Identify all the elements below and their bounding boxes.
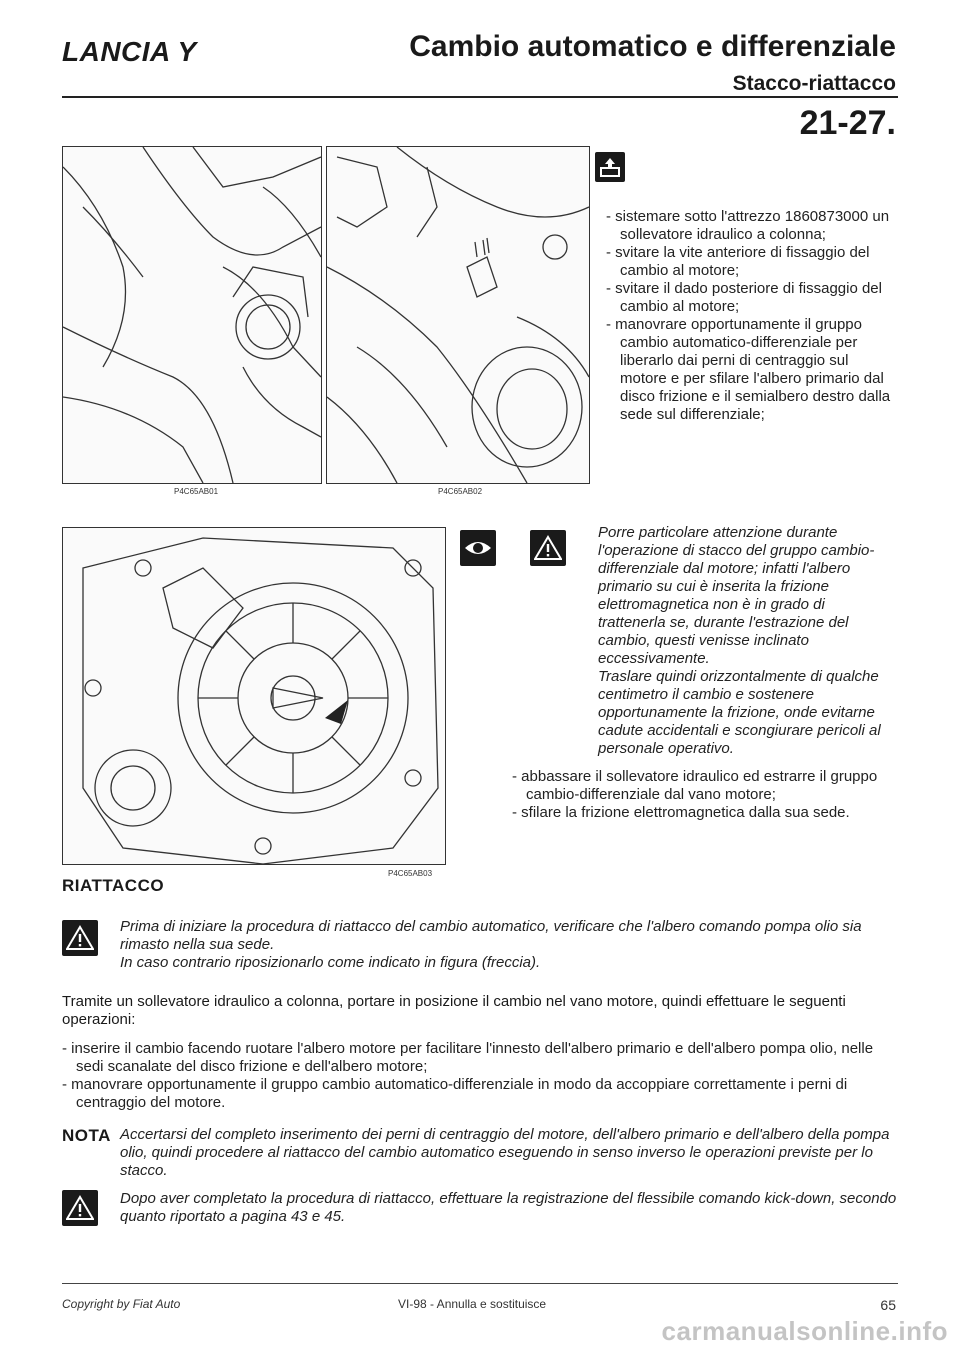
list-item: - manovrare opportunamente il gruppo cambio automatico-differenziale in modo da accoppiare correttamente i perni di centraggio del motore.	[62, 1076, 898, 1112]
figure-1	[62, 146, 322, 484]
warning-note-2-line1: Prima di iniziare la procedura di riattacco del cambio automatico, verificare che l'albero comando pompa olio sia rimasto nella sua sede.	[120, 918, 862, 953]
footer-page-number: 65	[880, 1297, 896, 1313]
list-item: - svitare la vite anteriore di fissaggio del cambio al motore;	[606, 244, 896, 280]
list-item: - sistemare sotto l'attrezzo 1860873000 un sollevatore idraulico a colonna;	[606, 208, 896, 244]
brand-title: LANCIA Y	[62, 36, 197, 67]
figure-3	[62, 527, 446, 865]
warning-note-2	[120, 918, 898, 972]
footer-edition: VI-98 - Annulla e sostituisce	[398, 1297, 547, 1311]
section-title: RIATTACCO	[62, 876, 165, 895]
steps-mid	[512, 768, 896, 822]
warning-note-2-line2: In caso contrario riposizionarlo come indicato in figura (freccia).	[120, 954, 541, 971]
nota-label: NOTA	[62, 1126, 111, 1145]
figure-1-code: P4C65AB01	[174, 487, 219, 496]
list-item: - svitare il dado posteriore di fissaggio del cambio al motore;	[606, 280, 896, 316]
figure-2	[326, 146, 590, 484]
page-title: Cambio automatico e differenziale	[409, 30, 896, 63]
watermark: carmanualsonline.info	[661, 1316, 948, 1346]
list-item: - sfilare la frizione elettromagnetica dalla sua sede.	[512, 804, 896, 822]
warning-note-1b-text: Traslare quindi orizzontalmente di qualche centimetro il cambio e sostenere opportunamente la frizione, onde evitarne cadute accidentali e scongiurare pericoli al personale operativo.	[598, 668, 881, 757]
figure-1-drawing	[63, 147, 321, 483]
warning-icon	[62, 920, 98, 956]
header-rule	[62, 96, 898, 98]
figure-2-code: P4C65AB02	[438, 487, 483, 496]
warning-note-1	[598, 524, 896, 758]
warning-note-3: Dopo aver completato la procedura di riattacco, effettuare la registrazione del flessibile comando kick-down, secondo quanto riportato a pagina 43 e 45.	[120, 1190, 897, 1225]
list-item: - manovrare opportunamente il gruppo cambio automatico-differenziale per liberarlo dai perni di centraggio sul motore e per sfilare l'albero primario dal disco frizione e il semialbero destro dalla sede sul differenziale;	[606, 316, 896, 424]
figure-3-drawing	[63, 528, 445, 864]
footer-rule	[62, 1283, 898, 1284]
warning-note-1-text: Porre particolare attenzione durante l'operazione di stacco del gruppo cambio-differenziale dal motore; infatti l'albero primario su cui è inserita la frizione elettromagnetica non è in grado di trattenerla se, durante l'estrazione del cambio, questi venisse inclinato eccessivamente.	[598, 524, 875, 667]
page-code: 21-27.	[799, 104, 896, 142]
page-subtitle: Stacco-riattacco	[732, 72, 896, 95]
lift-icon	[595, 152, 625, 182]
steps-bottom	[62, 1040, 898, 1112]
footer-copyright: Copyright by Fiat Auto	[62, 1297, 181, 1311]
eye-icon	[460, 530, 496, 566]
figure-2-drawing	[327, 147, 589, 483]
warning-icon	[530, 530, 566, 566]
figure-3-code: P4C65AB03	[388, 869, 433, 878]
intro-paragraph: Tramite un sollevatore idraulico a colonna, portare in posizione il cambio nel vano motore, quindi effettuare le seguenti operazioni:	[62, 993, 846, 1028]
steps-top	[606, 208, 896, 424]
list-item: - abbassare il sollevatore idraulico ed estrarre il gruppo cambio-differenziale dal vano motore;	[512, 768, 896, 804]
nota-text: Accertarsi del completo inserimento dei perni di centraggio del motore, dell'albero primario e dell'albero della pompa olio, quindi procedere al riattacco del cambio automatico eseguendo in senso inverso le operazioni previste per lo stacco.	[120, 1126, 890, 1179]
warning-icon	[62, 1190, 98, 1226]
list-item: - inserire il cambio facendo ruotare l'albero motore per facilitare l'innesto dell'albero primario e dell'albero pompa olio, nelle sedi scanalate del disco frizione e dell'albero motore;	[62, 1040, 898, 1076]
